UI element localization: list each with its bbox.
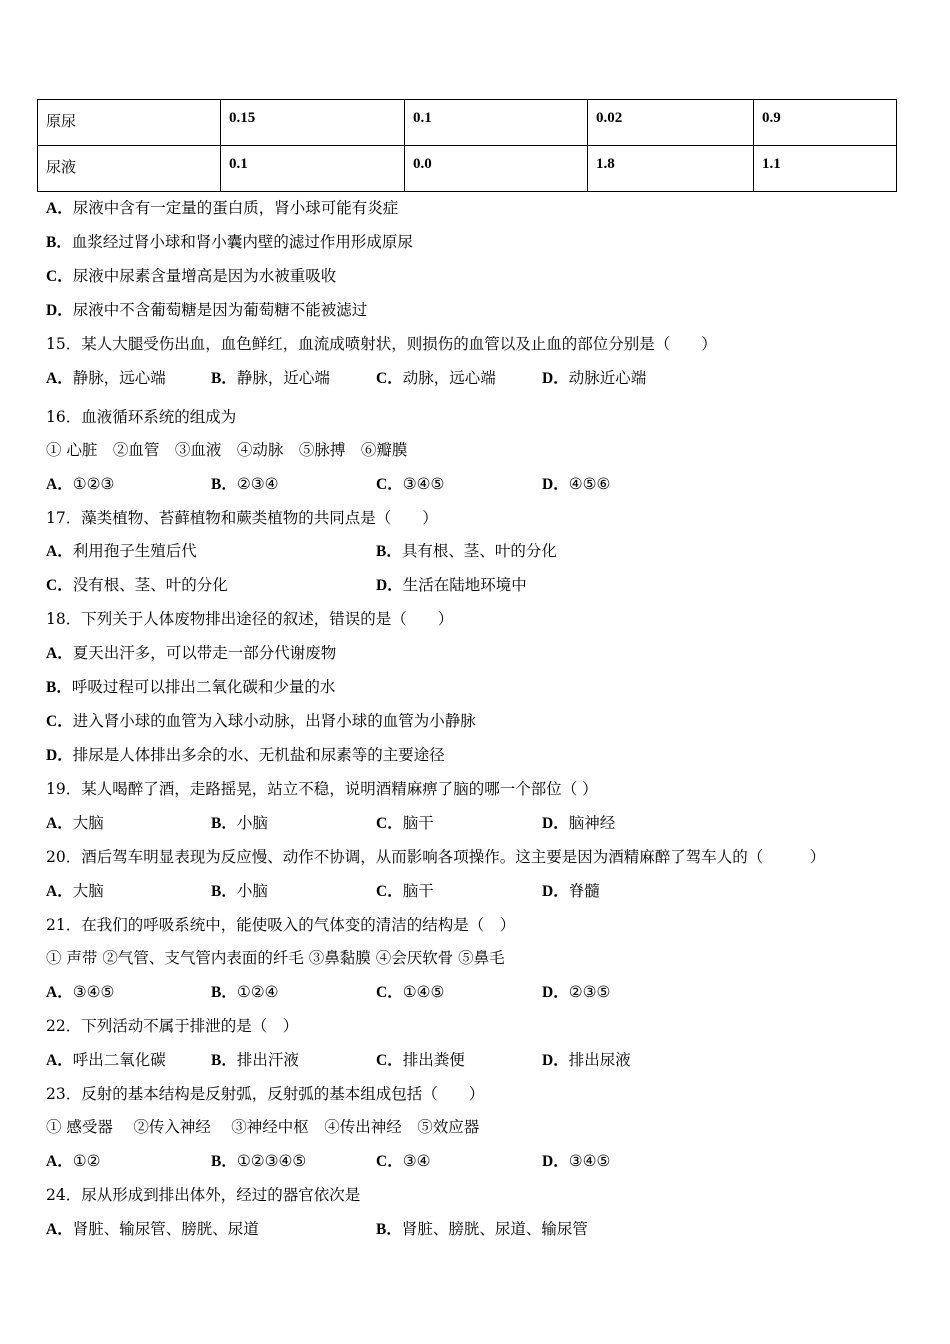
q15-stem: 15．某人大腿受伤出血，血色鲜红，血流成喷射状，则损伤的血管以及止血的部位分别是（ ）: [46, 335, 717, 353]
q14-option-c: C．尿液中尿素含量增高是因为水被重吸收: [46, 267, 337, 285]
q24-stem: 24．尿从形成到排出体外，经过的器官依次是: [46, 1186, 361, 1204]
table-cell: 0.1: [405, 100, 588, 146]
q20-stem: 20．酒后驾车明显表现为反应慢、动作不协调，从而影响各项操作。这主要是因为酒精麻醉了驾车人的（ ）: [46, 848, 826, 866]
q23-stem: 23．反射的基本结构是反射弧，反射弧的基本组成包括（ ）: [46, 1085, 485, 1103]
table-row: [38, 100, 897, 146]
q18-option-d: D．排尿是人体排出多余的水、无机盐和尿素等的主要途径: [46, 746, 445, 764]
q18-stem: 18．下列关于人体废物排出途径的叙述，错误的是（ ）: [46, 610, 454, 628]
q14-option-b: B．血浆经过肾小球和肾小囊内壁的滤过作用形成原尿: [46, 233, 413, 251]
exam-page: 原尿 0.15 0.1 0.02 0.9 尿液 0.1 0.0 1.8 1.1 A．尿液中含有一定量的蛋白质，肾小球可能有炎症 B．血浆经过肾小球和肾小囊内壁的滤过作用形成原尿 C．尿液中尿素含量增高是因为水被重吸收 D．尿液中不含葡萄糖是因为葡萄糖不能被滤过 15．某人大腿受伤出血，血色鲜红，血流成喷射状，则损伤的血管以及止血的部位分别是（ ） A．静脉，远心端 B．静脉，近心端 C．动脉，远心端 D．动脉近心端 16．血液循环系统的组成为 ① 心脏 ②血管 ③血液 ④动脉 ⑤脉搏 ⑥瓣膜 A．①②③ B．②③④ C．③④⑤ D．④⑤⑥ 17．藻类植物、苔藓植物和蕨类植物的共同点是（ ） A．利用孢子生殖后代 B．具有根、茎、叶的分化 C．没有根、茎、叶的分化 D．生活在陆地环境中 18．下列关于人体废物排出途径的叙述，错误的是（ ） A．夏天出汗多，可以带走一部分代谢废物 B．呼吸过程可以排出二氧化碳和少量的水 C．进入肾小球的血管为入球小动脉，出肾小球的血管为小静脉 D．排尿是人体排出多余的水、无机盐和尿素等的主要途径 19．某人喝醉了酒，走路摇晃，站立不稳，说明酒精麻痹了脑的哪一个部位（ ） A．大脑 B．小脑 C．脑干 D．脑神经 20．酒后驾车明显表现为反应慢、动作不协调，从而影响各项操作。这主要是因为酒精麻醉了驾车人的（ ） A．大脑 B．小脑 C．脑干 D．脊髓 21．在我们的呼吸系统中，能使吸入的气体变的清洁的结构是（ ） ① 声带 ②气管、支气管内表面的纤毛 ③鼻黏膜 ④会厌软骨 ⑤鼻毛 A．③④⑤ B．①②④ C．①④⑤ D．②③⑤ 22．下列活动不属于排泄的是（ ） A．呼出二氧化碳 B．排出汗液 C．排出粪便 D．排出尿液 23．反射的基本结构是反射弧，反射弧的基本组成包括（ ） ① 感受器 ②传入神经 ③神经中枢 ④传出神经 ⑤效应器 A．①② B．①②③④⑤ C．③④ D．③④⑤ 24．尿从形成到排出体外，经过的器官依次是 A．肾脏、输尿管、膀胱、尿道 B．肾脏、膀胱、尿道、输尿管: [0, 0, 950, 1344]
q16-stem: 16．血液循环系统的组成为: [46, 408, 237, 426]
table-cell: 0.9: [754, 100, 897, 146]
table-cell: 0.15: [221, 100, 405, 146]
q18-option-a: A．夏天出汗多，可以带走一部分代谢废物: [46, 644, 337, 662]
q21-items: ① 声带 ②气管、支气管内表面的纤毛 ③鼻黏膜 ④会厌软骨 ⑤鼻毛: [46, 949, 505, 967]
q19-stem: 19．某人喝醉了酒，走路摇晃，站立不稳，说明酒精麻痹了脑的哪一个部位（ ）: [46, 780, 598, 798]
q23-items: ① 感受器 ②传入神经 ③神经中枢 ④传出神经 ⑤效应器: [46, 1118, 480, 1136]
q16-items: ① 心脏 ②血管 ③血液 ④动脉 ⑤脉搏 ⑥瓣膜: [46, 441, 408, 459]
urine-composition-table: [37, 99, 897, 192]
q18-option-c: C．进入肾小球的血管为入球小动脉，出肾小球的血管为小静脉: [46, 712, 476, 730]
row-label: 原尿: [38, 100, 221, 146]
q21-stem: 21．在我们的呼吸系统中，能使吸入的气体变的清洁的结构是（ ）: [46, 916, 516, 934]
table-cell: 1.1: [754, 146, 897, 192]
q18-option-b: B．呼吸过程可以排出二氧化碳和少量的水: [46, 678, 336, 696]
row-label: 尿液: [38, 146, 221, 192]
q14-option-a: A．尿液中含有一定量的蛋白质，肾小球可能有炎症: [46, 199, 399, 217]
table-cell: 0.02: [588, 100, 754, 146]
table-cell: 1.8: [588, 146, 754, 192]
table-cell: 0.0: [405, 146, 588, 192]
table-cell: 0.1: [221, 146, 405, 192]
q14-option-d: D．尿液中不含葡萄糖是因为葡萄糖不能被滤过: [46, 301, 368, 319]
table-row: [38, 146, 897, 192]
q22-stem: 22．下列活动不属于排泄的是（ ）: [46, 1017, 299, 1035]
q17-stem: 17．藻类植物、苔藓植物和蕨类植物的共同点是（ ）: [46, 509, 438, 527]
